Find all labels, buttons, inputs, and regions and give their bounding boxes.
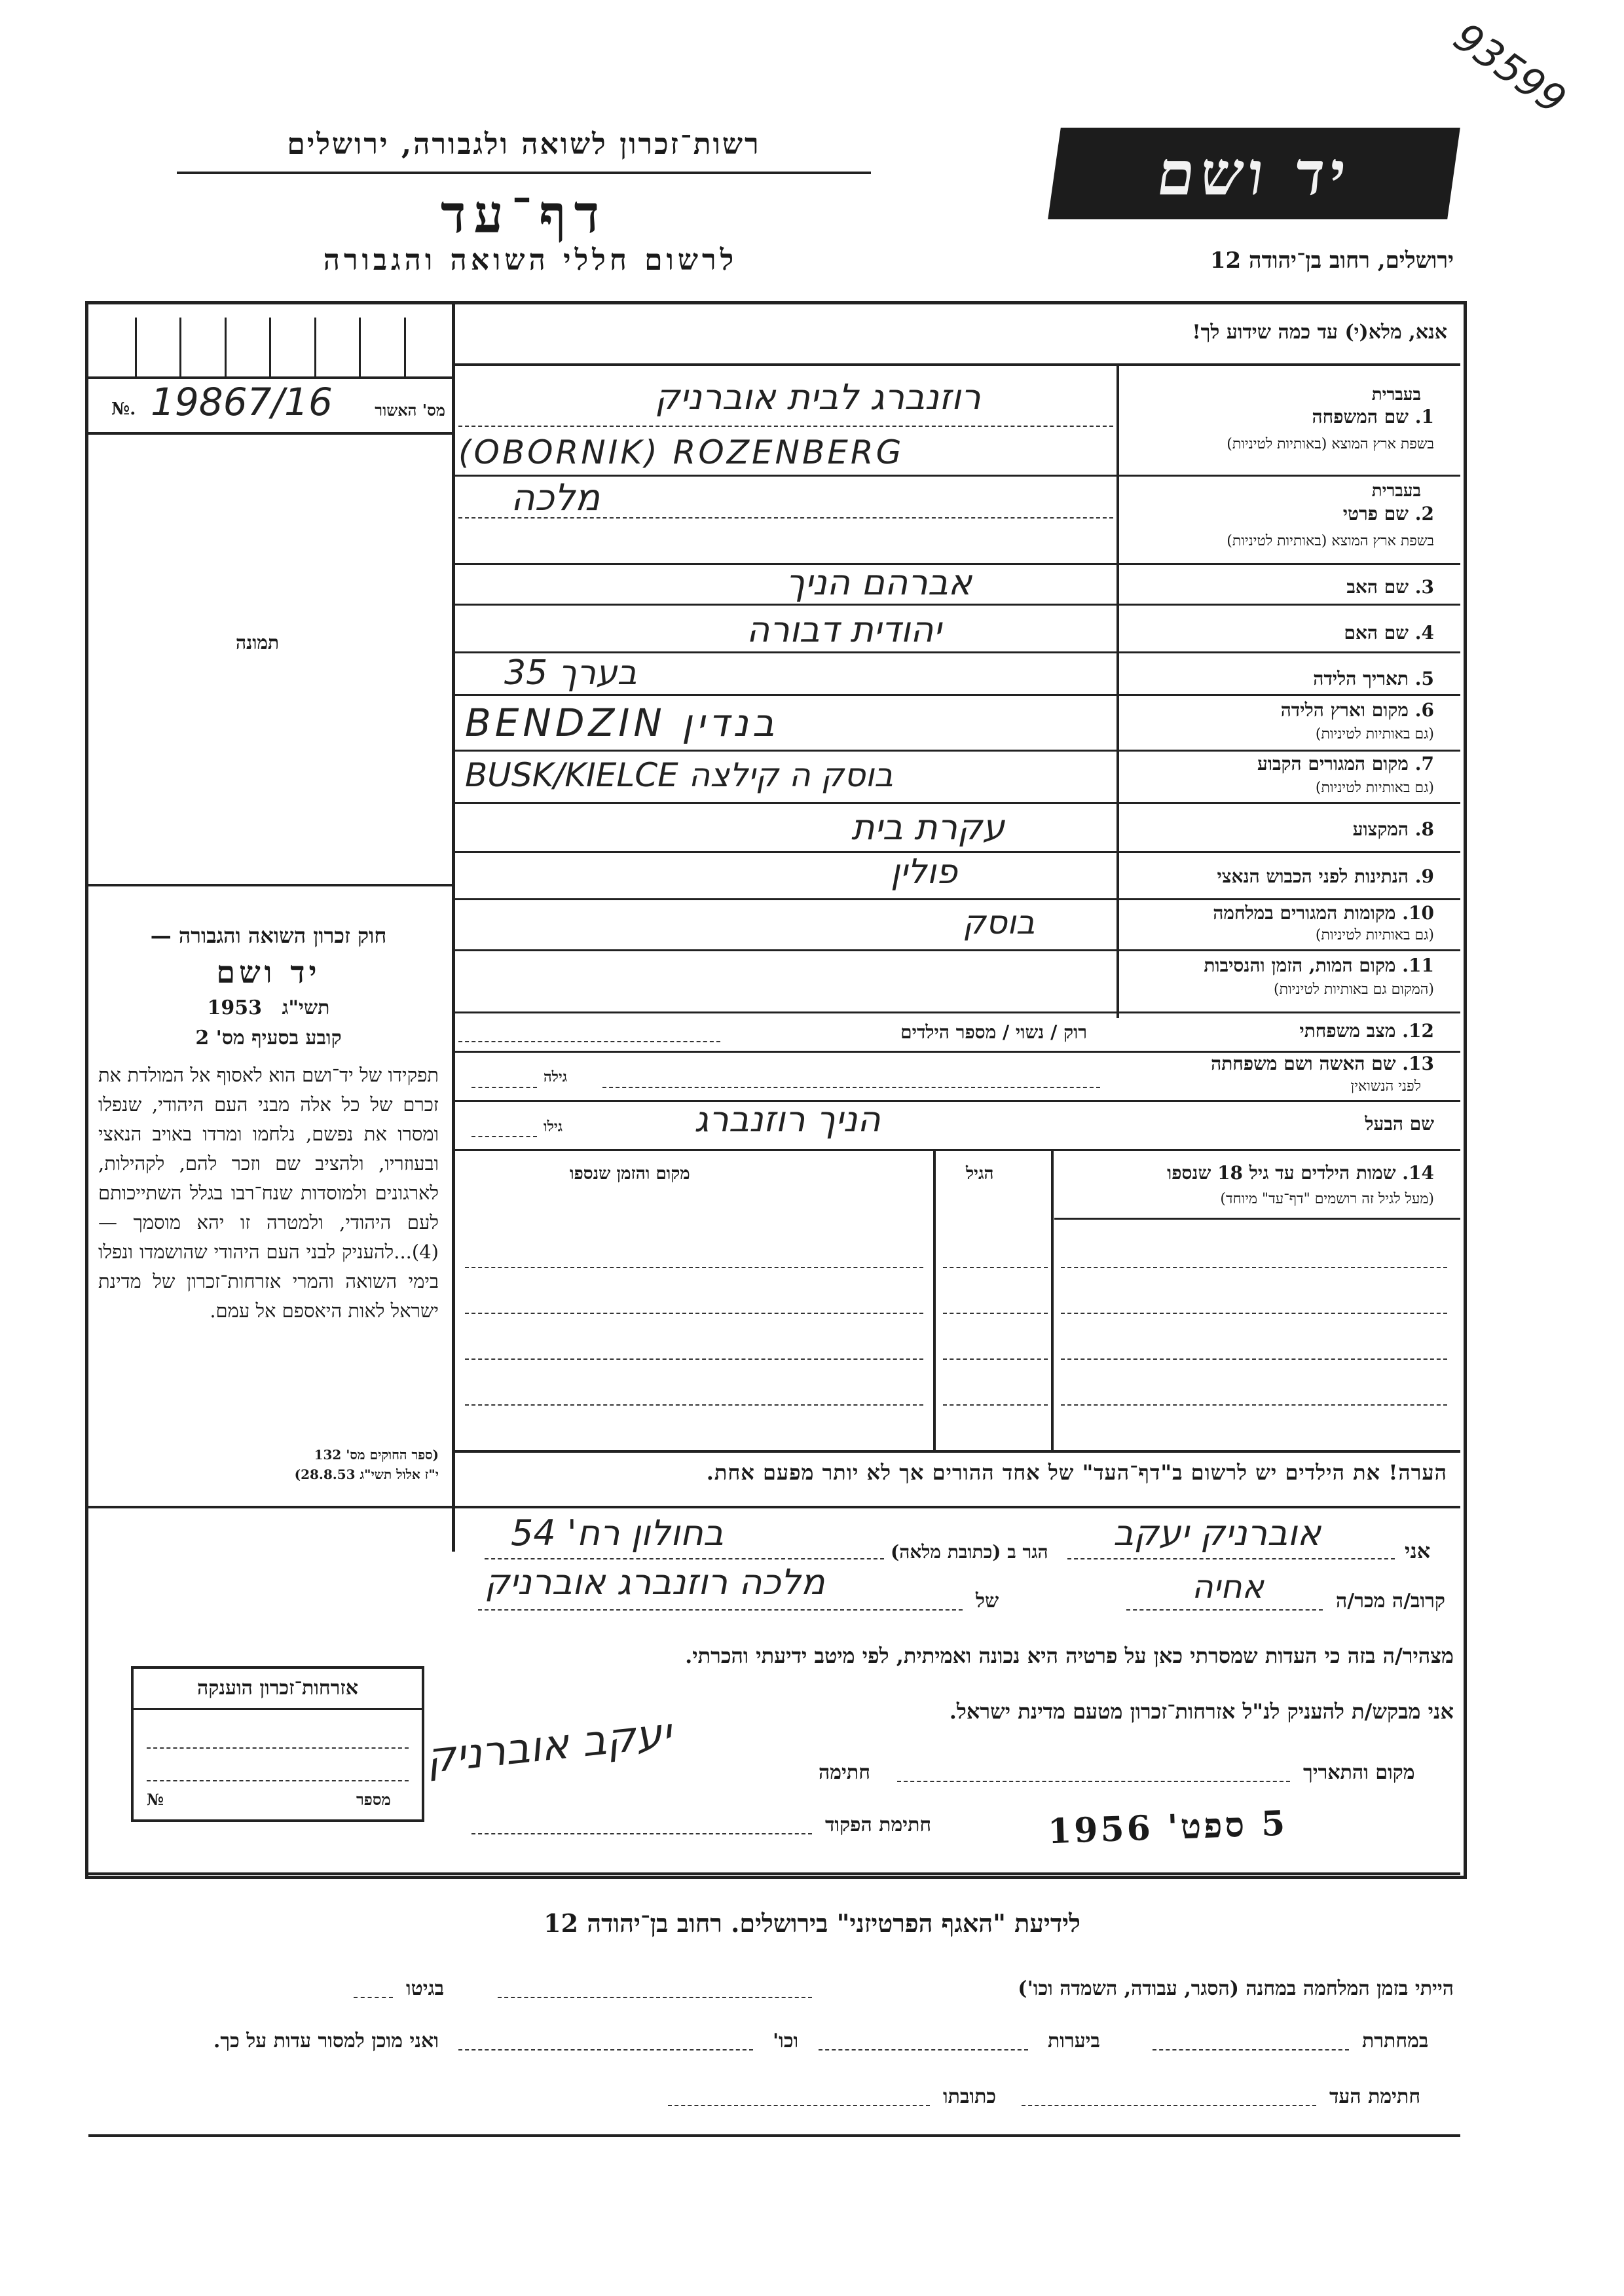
- declarant-signature: יעקב אוברניק: [424, 1709, 674, 1783]
- field-1-lang-orig: בשפת ארץ המוצא (באותיות לטיניות): [1227, 436, 1434, 452]
- law-year-row: [98, 996, 439, 1019]
- law-name: יד ושם: [216, 955, 321, 990]
- field-13-sub: לפני הנשואין: [1350, 1078, 1421, 1095]
- field-9-label: 9. הנתינות לפני הכבוש הנאצי: [1217, 866, 1434, 887]
- family-name-latin: (OBORNIK) ROZENBERG: [458, 433, 904, 471]
- field-5-label: 5. תאריך הלידה: [1313, 668, 1434, 689]
- children-place-header: מקום והזמן שנספו: [570, 1164, 690, 1184]
- certificate-title: אזרחות־זכרון הוענקה: [196, 1677, 359, 1700]
- husband-age-label: גילו: [544, 1118, 563, 1135]
- photo-label: תמונה: [236, 632, 280, 653]
- family-name-hebrew: רוזנברג לבית אוברניק: [655, 376, 981, 418]
- of-label: של: [976, 1590, 999, 1613]
- occupation-value: עקרת בית: [851, 807, 1005, 848]
- page-subtitle: לרשום חללי השואה והגבורה: [323, 244, 738, 277]
- law-heb-year: תשי"ג: [282, 996, 330, 1019]
- field-12-label: 12. מצב משפחתי: [1299, 1020, 1434, 1042]
- field-2-lang-orig: בשפת ארץ המוצא (באותיות לטיניות): [1227, 533, 1434, 549]
- page-title: דף־עד: [440, 183, 608, 245]
- relative-label: קרוב/ה מכר/ה: [1336, 1590, 1445, 1613]
- partisans-forests-label: ביערות: [1048, 2030, 1101, 2052]
- signature-label: חתימה: [819, 1761, 870, 1784]
- husband-name-value: הניך רוזנברג: [694, 1099, 881, 1140]
- field-1-lang-heb: בעברית: [1371, 385, 1421, 405]
- partisans-title: לידיעת "האגף הפרטיזני" בירושלים. רחוב בן־יהודה 12: [544, 1908, 1080, 1938]
- field-3-label: 3. שם האב: [1346, 576, 1434, 598]
- field-4-label: 4. שם האם: [1344, 622, 1434, 644]
- nationality-value: פולין: [891, 852, 957, 892]
- field-11-sub: (המקום גם באותיות לטיניות): [1274, 981, 1434, 998]
- birth-place-value: BENDZIN בנדין: [465, 701, 779, 745]
- logo-text: יד ושם: [1153, 138, 1356, 209]
- official-signature-label: חתימת הפקוד: [825, 1813, 932, 1836]
- partisans-camp-label: הייתי בזמן המלחמה במחנה (הסגר, עבודה, השמדה וכו'): [1018, 1977, 1454, 2000]
- first-name-hebrew: מלכה: [511, 477, 600, 519]
- partisans-willing-label: ואני מוכן למסור עדות על כך.: [213, 2030, 439, 2052]
- approval-row: №. 19867/16 מס' האשור: [111, 380, 445, 424]
- father-name-value: אברהם הניך: [786, 562, 972, 603]
- law-body: תפקידו של יד־ושם הוא לאסוף אל המולדת את זכרם של כל אלה מבני העם היהודי, שנפלו ומסרו את נפשם, נלחמו ומרדו באויב הנאצי ובעוזריו, ולהציב שם וזכר להם, לקהילות, לארגונים ולמוסדות שנח־רבו בגלל השתייכותם לעם היהודי, ולמטרה זו יהא מוסמך — (4)...להעניק לבני העם היהודי שהושמדו ונפלו בימי השואה והמרי אזרחות־זכרון של מדינת ישראל לאות היאספם אל עמם.: [98, 1064, 439, 1322]
- relative-value: אחיה: [1192, 1568, 1264, 1606]
- partisans-etc-label: וכו': [773, 2030, 799, 2052]
- field-14-label: 14. שמות הילדים עד גיל 18 שנספו: [1167, 1162, 1434, 1184]
- law-footnote-1: (ספר החוקים מס' 132: [314, 1447, 439, 1463]
- law-footnote-2: י"ז אלול תשי"ג 28.8.53): [294, 1467, 439, 1482]
- declaration-request: אני מבקש/ת להעניק לנ"ל אזרחות־זכרון מטעם מדינת ישראל.: [949, 1699, 1454, 1724]
- yad-vashem-logo: [1048, 128, 1460, 219]
- partisans-ghetto-label: בגיטו: [406, 1977, 445, 2000]
- field-13-label: 13. שם האשה ושם משפחתה: [1211, 1053, 1434, 1074]
- field-6-label: 6. מקום וארץ הלידה: [1280, 699, 1434, 721]
- field-12-options: רוק / נשוי / מספר הילדים: [900, 1021, 1087, 1043]
- partisans-address-label: כתובתו: [943, 2085, 997, 2108]
- field-2-lang-heb: בעברית: [1371, 481, 1421, 501]
- birth-date-value: 35 בערך: [504, 653, 637, 693]
- field-7-sub: (גם באותיות לטיניות): [1315, 780, 1434, 796]
- field-14-sub: (מעל לגיל זה רושמים "דף־עד" מיוחד): [1220, 1191, 1434, 1207]
- residence-value: BUSK/KIELCE בוסק ה קילצה: [465, 756, 893, 794]
- place-date-label: מקום והתאריך: [1303, 1761, 1415, 1784]
- declarant-label: אני: [1405, 1539, 1431, 1563]
- declarant-address-value: בחולון רח' 54: [511, 1512, 724, 1554]
- field-1-label: 1. שם המשפחה: [1312, 406, 1434, 428]
- husband-label: שם הבעל: [1365, 1113, 1434, 1135]
- law-year: 1953: [207, 996, 263, 1019]
- declarant-name-value: אוברניק יעקב: [1113, 1512, 1321, 1554]
- partisans-underground-label: במחתרת: [1362, 2030, 1429, 2052]
- field-7-label: 7. מקום המגורים הקבוע: [1257, 753, 1434, 774]
- field-10-label: 10. מקומות המגורים במלחמה: [1213, 902, 1434, 924]
- approval-digit-boxes: [92, 318, 449, 376]
- certificate-no-symbol: №: [147, 1790, 164, 1809]
- field-6-sub: (גם באותיות לטיניות): [1315, 726, 1434, 742]
- form-intro: אנא, מלא(י) עד כמה שידוע לך!: [1192, 321, 1447, 344]
- certificate-box: [131, 1666, 424, 1822]
- wife-age-label: גילה: [544, 1068, 567, 1085]
- mother-name-value: יהודית דבורה: [747, 609, 942, 650]
- law-title: חוק זכרון השואה והגבורה —: [150, 923, 387, 948]
- deceased-full-name-value: מלכה רוזנברג אוברניק: [485, 1561, 825, 1603]
- partisans-witness-signature-label: חתימת העד: [1329, 2085, 1421, 2108]
- wartime-residence-value: בוסק: [963, 903, 1035, 941]
- date-stamp: 5 ספט' 1956: [1047, 1803, 1289, 1852]
- approval-number-label: מס' האשור: [375, 401, 445, 420]
- field-10-sub: (גם באותיות לטיניות): [1315, 927, 1434, 943]
- law-section: קובע בסעיף מס' 2: [195, 1027, 342, 1049]
- field-2-label: 2. שם פרטי: [1342, 503, 1434, 524]
- approval-number-value: 19867/16: [151, 380, 333, 424]
- header-address: ירושלים, רחוב בן־יהודה 12: [1209, 247, 1454, 274]
- field-11-label: 11. מקום המות, הזמן והנסיבות: [1204, 955, 1434, 976]
- form-note: הערה! את הילדים יש לרשום ב"דף־העד" של אחד ההורים אך לא יותר מפעם אחת.: [706, 1460, 1447, 1485]
- header-org: רשות־זכרון לשואה ולגבורה, ירושלים: [287, 128, 761, 161]
- declaration-statement: מצהיר/ה בזה כי העדות שמסרתי כאן על פרטיה היא נכונה ואמיתית, לפי מיטב ידיעתי והכרתי.: [685, 1643, 1454, 1668]
- certificate-number-label: מספר: [356, 1790, 391, 1809]
- children-age-header: הגיל: [966, 1164, 994, 1184]
- document-number: 93599: [1445, 14, 1574, 124]
- field-8-label: 8. המקצוע: [1352, 818, 1434, 840]
- declarant-address-label: הגר ב (כתובת מלאה): [891, 1541, 1048, 1563]
